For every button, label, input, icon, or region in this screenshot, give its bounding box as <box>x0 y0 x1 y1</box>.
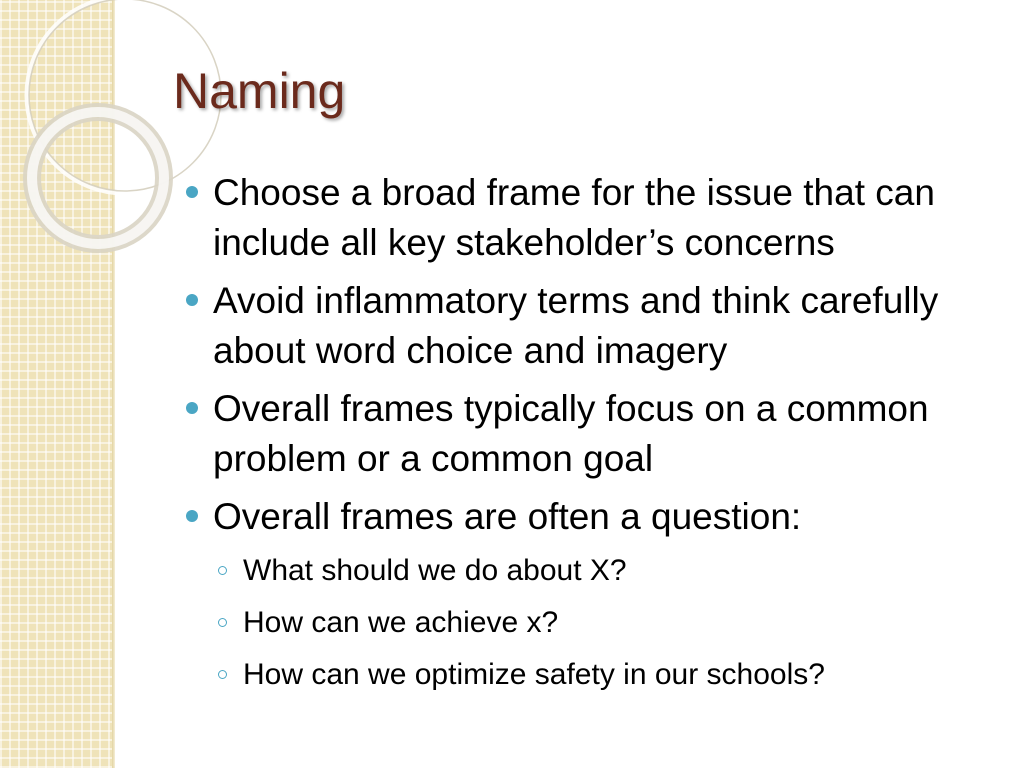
sub-list-item <box>183 656 1003 694</box>
sub-list-item <box>183 552 1003 590</box>
list-item <box>183 168 1003 268</box>
list-item <box>183 384 1003 484</box>
bullet-text: Overall frames are often a question: <box>213 496 802 537</box>
slide-title: Naming <box>173 63 346 119</box>
sub-bullet-list <box>183 552 1003 694</box>
bullet-dot-icon <box>186 294 198 306</box>
bullet-text: Overall frames typically focus on a common problem or a common goal <box>213 388 929 479</box>
decorative-side-panel <box>0 0 112 768</box>
hollow-bullet-icon <box>218 566 227 575</box>
hollow-bullet-icon <box>218 618 227 627</box>
list-item <box>183 492 1003 542</box>
bullet-text: Choose a broad frame for the issue that can include all key stakeholder’s concerns <box>213 172 935 263</box>
sub-bullet-text: How can we optimize safety in our schools? <box>243 658 825 691</box>
bullet-dot-icon <box>186 510 198 522</box>
hollow-bullet-icon <box>218 670 227 679</box>
bullet-dot-icon <box>186 402 198 414</box>
bullet-text: Avoid inflammatory terms and think carefully about word choice and imagery <box>213 280 939 371</box>
sub-bullet-text: How can we achieve x? <box>243 606 559 639</box>
bullet-dot-icon <box>186 186 198 198</box>
bullet-list <box>183 168 1003 708</box>
sub-bullet-text: What should we do about X? <box>243 554 627 587</box>
sub-list-item <box>183 604 1003 642</box>
side-panel-edge <box>112 0 115 768</box>
list-item <box>183 276 1003 376</box>
